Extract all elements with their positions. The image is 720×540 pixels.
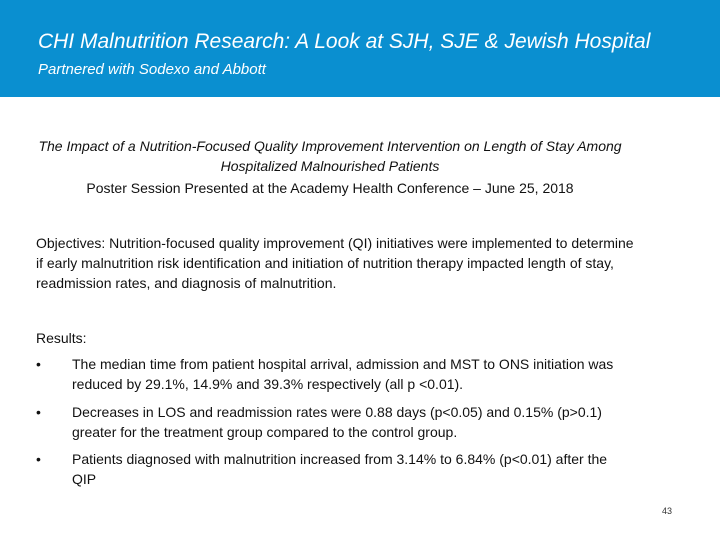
study-title: The Impact of a Nutrition-Focused Quality Improvement Intervention on Length of Stay Among Hospitalized Malnourished Patients: [38, 138, 622, 174]
slide-title: CHI Malnutrition Research: A Look at SJH, SJE & Jewish Hospital: [38, 30, 651, 53]
page-number: 43: [662, 506, 673, 516]
objectives-paragraph: Objectives: Nutrition-focused quality improvement (QI) initiatives were implemented to determine if early malnutrition risk identification and initiation of nutrition therapy impacted length of stay, readmission rates, and diagnosis of malnutrition.: [36, 235, 634, 291]
result-item-text: Decreases in LOS and readmission rates were 0.88 days (p<0.05) and 0.15% (p>0.1) greater for the treatment group compared to the control group.: [72, 404, 602, 440]
slide-subtitle: Partnered with Sodexo and Abbott: [38, 61, 266, 78]
bullet-icon: •: [36, 404, 41, 420]
result-item-text: The median time from patient hospital arrival, admission and MST to ONS initiation was reduced by 29.1%, 14.9% and 39.3% respectively (all p <0.01).: [72, 356, 614, 392]
bullet-icon: •: [36, 451, 41, 467]
bullet-icon: •: [36, 356, 41, 372]
results-label: Results:: [36, 330, 87, 346]
poster-session-line: Poster Session Presented at the Academy Health Conference – June 25, 2018: [86, 180, 574, 196]
title-banner: [0, 0, 720, 97]
result-item-text: Patients diagnosed with malnutrition increased from 3.14% to 6.84% (p<0.01) after the QIP: [72, 451, 608, 487]
